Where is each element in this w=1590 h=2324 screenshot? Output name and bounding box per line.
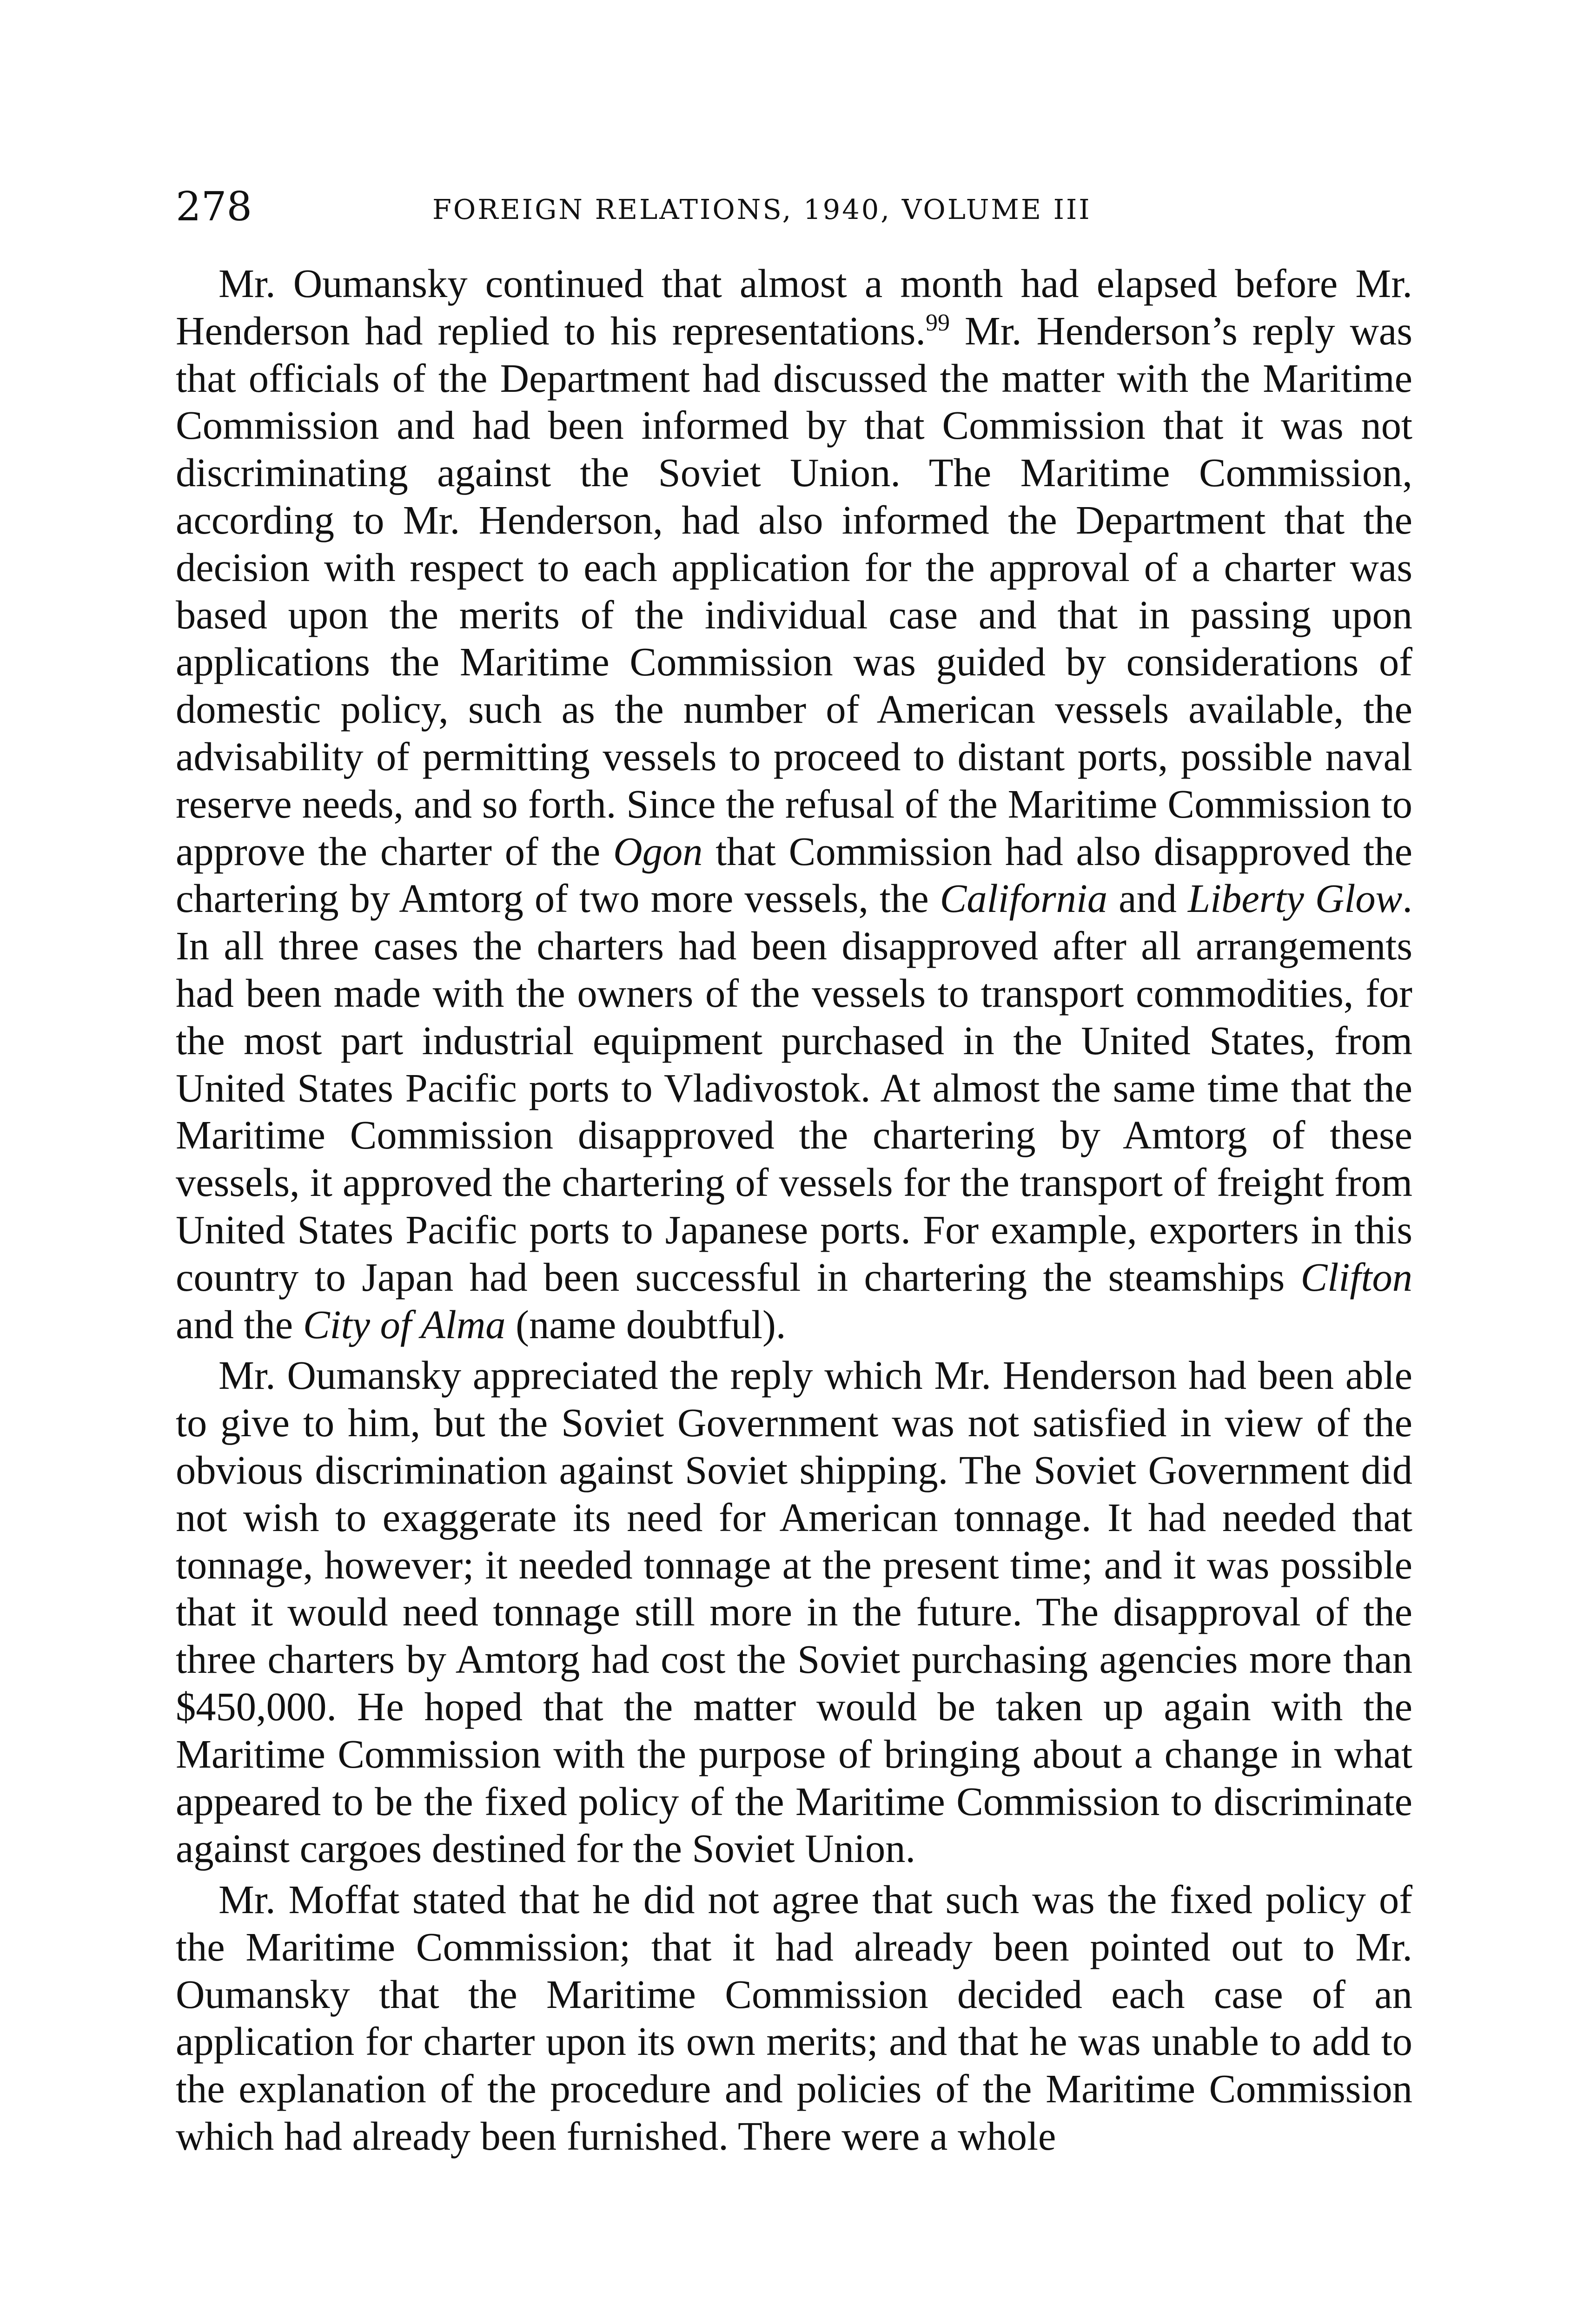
p1-text-5: . In all three cases the charters had been disapproved after all arrangements had been made with the owners of the vessels to transport commodities, for the most part industrial equipment purchased in the United States, from United States Pacific ports to Vladivostok. At almost the same time that the Maritime Commission disapproved the chartering by Amtorg of these vessels, it approved the chartering of vessels for the transport of freight from United States Pacific ports to Japanese ports. For example, exporters in this country to Japan had been successful in chartering the steamships bbox=[176, 876, 1412, 1300]
p1-text-6: and the bbox=[176, 1302, 303, 1347]
page-header bbox=[176, 184, 1152, 239]
paragraph-1 bbox=[176, 260, 1412, 1348]
ship-name-liberty-glow: Liberty Glow bbox=[1188, 876, 1403, 921]
ship-name-california: California bbox=[940, 876, 1108, 921]
footnote-reference: 99 bbox=[925, 309, 950, 336]
page-number: 278 bbox=[176, 184, 252, 230]
p1-text-7: (name doubtful). bbox=[505, 1302, 786, 1347]
body-text bbox=[176, 260, 1412, 2160]
p1-text-4: and bbox=[1107, 876, 1188, 921]
p1-text-3: that Commission had also disapproved the chartering by Amtorg of two more vessels, the bbox=[176, 829, 1412, 921]
ship-name-city-of-alma: City of Alma bbox=[303, 1302, 506, 1347]
paragraph-2: Mr. Oumansky appreciated the reply which Mr. Henderson had been able to give to him, but the Soviet Government was not satisfied in view of the obvious discrimination against Soviet shipping. The Soviet Government did not wish to exaggerate its need for American tonnage. It had needed that tonnage, however; it needed tonnage at the present time; and it was possible that it would need tonnage still more in the future. The disapproval of the three charters by Amtorg had cost the Soviet purchasing agencies more than $450,000. He hoped that the matter would be taken up again with the Maritime Commission with the purpose of bringing about a change in what appeared to be the fixed policy of the Maritime Commission to discriminate against cargoes destined for the Soviet Union. bbox=[176, 1353, 1412, 1871]
ship-name-ogon: Ogon bbox=[613, 829, 703, 874]
p1-text-1: Mr. Oumansky continued that almost a month had elapsed before Mr. Henderson had replied to his representations. bbox=[176, 261, 1412, 353]
p1-text-2: Mr. Henderson’s reply was that officials of the Department had discussed the matter with the Maritime Commission and had been informed by that Commission that it was not discriminating against the Soviet Union. The Maritime Commission, according to Mr. Henderson, had also informed the Department that the decision with respect to each application for the approval of a charter was based upon the merits of the individual case and that in passing upon applications the Maritime Commission was guided by considerations of domestic policy, such as the number of American vessels available, the advisability of permitting vessels to proceed to distant ports, possible naval reserve needs, and so forth. Since the refusal of the Maritime Commission to approve the charter of the bbox=[176, 308, 1412, 874]
paragraph-3: Mr. Moffat stated that he did not agree that such was the fixed policy of the Maritime Commission; that it had already been pointed out to Mr. Oumansky that the Maritime Commission decided each case of an application for charter upon its own merits; and that he was unable to add to the explanation of the procedure and policies of the Maritime Commission which had already been furnished. There were a whole bbox=[176, 1877, 1412, 2159]
running-title: FOREIGN RELATIONS, 1940, VOLUME III bbox=[432, 193, 1092, 225]
ship-name-clifton: Clifton bbox=[1300, 1254, 1412, 1300]
